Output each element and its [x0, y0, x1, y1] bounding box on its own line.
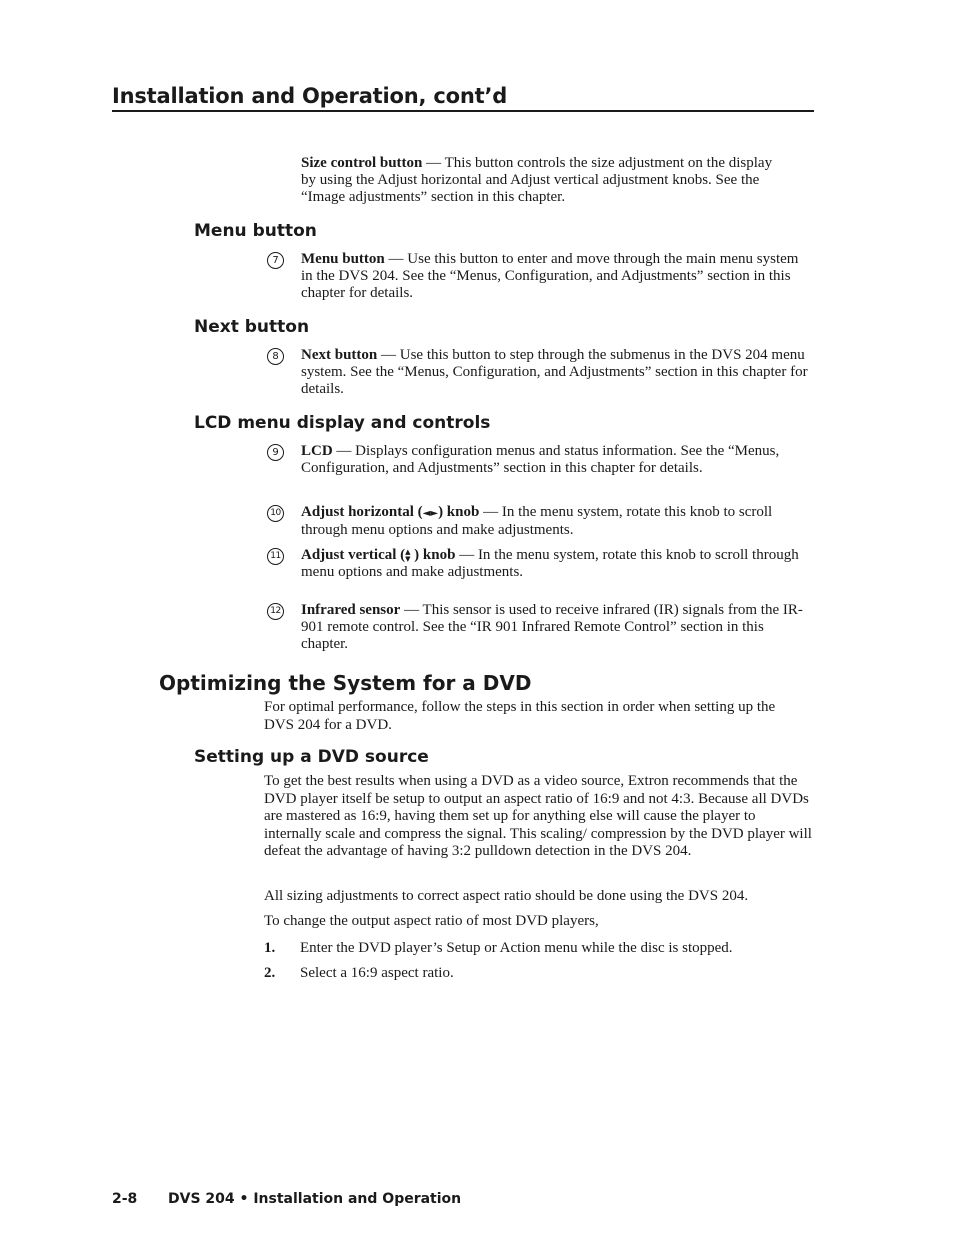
dvd-source-paragraph-2: All sizing adjustments to correct aspect ratio should be done using the DVS 204.	[264, 888, 749, 904]
optimizing-intro: For optimal performance, follow the steps in this section in order when setting up the DVS 204 for a DVD.	[264, 699, 776, 733]
separator: —	[400, 602, 423, 618]
adjust-vertical-label: Adjust vertical (▲▼ ) knob	[301, 547, 456, 563]
step-number-1: 1.	[264, 940, 276, 956]
separator: —	[422, 155, 445, 171]
adjust-vertical-text: In the menu system, rotate this knob to scroll through menu options and make adjustments.	[301, 547, 799, 580]
page-header	[112, 84, 814, 112]
infrared-sensor-description	[301, 602, 813, 653]
callout-number-12: 12	[267, 603, 284, 620]
menu-button-text: Use this button to enter and move through the main menu system in the DVS 204. See the “Menus, Configuration, and Adjustments” section in this chapter for details.	[301, 251, 799, 301]
lcd-text: Displays configuration menus and status information. See the “Menus, Configuration, and Adjustments” section in this chapter for details.	[301, 443, 780, 476]
left-right-arrows-icon: ◄►	[422, 508, 439, 519]
next-button-description	[301, 347, 813, 398]
size-control-label: Size control button	[301, 155, 423, 171]
up-down-arrows-icon: ▲▼	[405, 547, 411, 563]
lcd-label: LCD	[301, 443, 333, 459]
callout-number-8: 8	[267, 348, 284, 365]
menu-button-heading: Menu button	[194, 221, 317, 241]
adjust-horizontal-label: Adjust horizontal (◄►) knob	[301, 504, 480, 520]
next-button-text: Use this button to step through the submenus in the DVS 204 menu system. See the “Menus, Configuration, and Adjustments” section in this chapter for details.	[301, 347, 808, 397]
adjust-horizontal-text: In the menu system, rotate this knob to scroll through menu options and make adjustments.	[301, 504, 773, 538]
next-button-label: Next button	[301, 347, 378, 363]
separator: —	[479, 504, 502, 520]
lcd-section-heading: LCD menu display and controls	[194, 413, 491, 433]
callout-number-11: 11	[267, 548, 284, 565]
lcd-description	[301, 443, 791, 477]
infrared-sensor-text: This sensor is used to receive infrared (IR) signals from the IR-901 remote control. See the “IR 901 Infrared Remote Control” section in this chapter.	[301, 602, 803, 652]
footer-title: DVS 204 • Installation and Operation	[168, 1191, 462, 1207]
dvd-source-heading: Setting up a DVD source	[194, 747, 429, 767]
page-number: 2-8	[112, 1191, 138, 1207]
step-text-1: Enter the DVD player’s Setup or Action menu while the disc is stopped.	[300, 940, 733, 956]
separator: —	[384, 251, 408, 267]
menu-button-label: Menu button	[301, 251, 385, 267]
callout-number-7: 7	[267, 252, 284, 269]
size-control-description	[301, 155, 781, 206]
adjust-vertical-description	[301, 547, 801, 581]
separator: —	[455, 547, 478, 563]
dvd-source-paragraph-3: To change the output aspect ratio of most DVD players,	[264, 913, 599, 929]
callout-number-9: 9	[267, 444, 284, 461]
step-number-2: 2.	[264, 965, 276, 981]
step-text-2: Select a 16:9 aspect ratio.	[300, 965, 454, 981]
separator: —	[332, 443, 356, 459]
separator: —	[377, 347, 400, 363]
next-button-heading: Next button	[194, 317, 310, 337]
infrared-sensor-label: Infrared sensor	[301, 602, 401, 618]
dvd-source-paragraph-1: To get the best results when using a DVD as a video source, Extron recommends that the DVD player itself be setup to output an aspect ratio of 16:9 and not 4:3. Because all DVDs are mastered as 16:9, having them set up for anything else will cause the player to internally scale and compress the signal. This scaling/ compression by the DVD player will defeat the advantage of having 3:2 pulldown detection in the DVS 204.	[264, 773, 812, 860]
size-control-text: This button controls the size adjustment on the display by using the Adjust horizontal and Adjust vertical adjustment knobs. See the “Image adjustments” section in this chapter.	[301, 155, 773, 205]
adjust-horizontal-description	[301, 504, 786, 539]
optimizing-heading: Optimizing the System for a DVD	[159, 671, 532, 695]
page-footer	[112, 1191, 461, 1207]
page-title: Installation and Operation, cont’d	[112, 84, 508, 108]
callout-number-10: 10	[267, 505, 284, 522]
menu-button-description	[301, 251, 813, 302]
